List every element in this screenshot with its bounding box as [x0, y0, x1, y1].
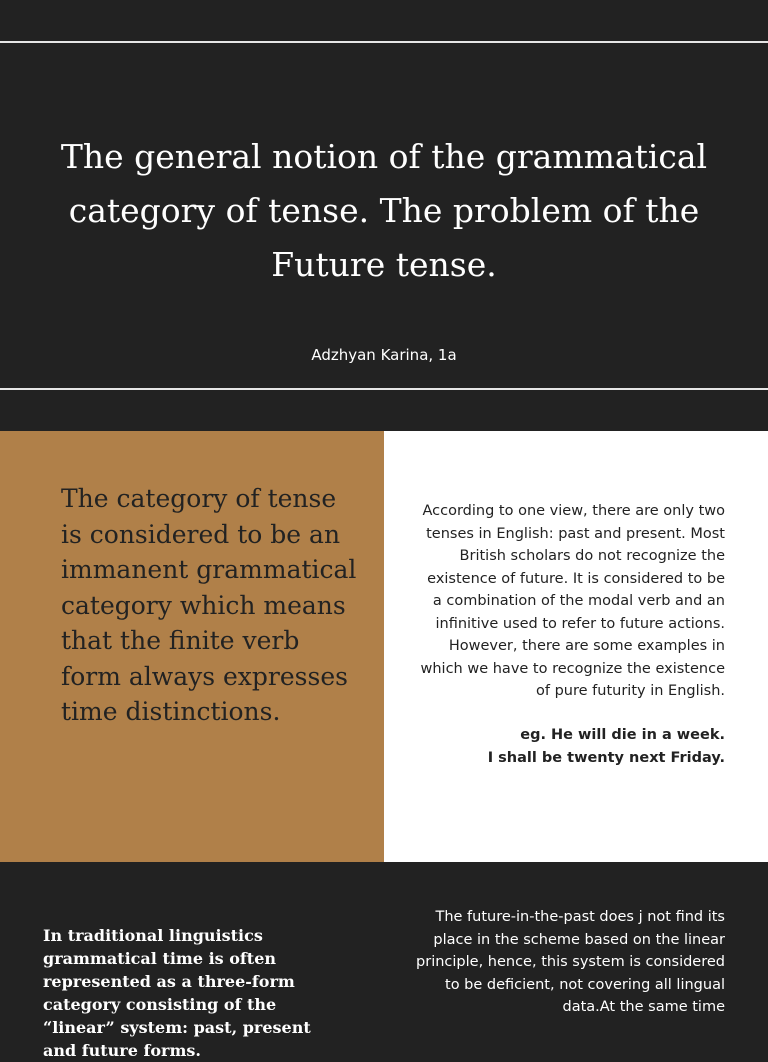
future-tense-slide: [0, 862, 768, 1060]
futurity-examples: [416, 724, 725, 769]
accent-panel: [0, 431, 384, 862]
tense-category-slide: [0, 431, 768, 862]
title-slide: [0, 0, 768, 410]
example-line-1: eg. He will die in a week.: [520, 727, 725, 743]
three-form-category-paragraph: In traditional linguistics grammatical time is often represented as a three-form category consisting of the “linear” system: past, present and future forms.: [43, 926, 311, 1060]
top-divider: [0, 41, 768, 43]
two-tenses-paragraph: According to one view, there are only two tenses in English: past and present. Most British scholars do not recognize the existence of future. It is considered to be a combination of the modal verb and an infinitive used to refer to future actions. However, there are some examples in which we have to recognize the existence of pure futurity in English.: [420, 503, 725, 699]
presentation-title: The general notion of the grammatical category of tense. The problem of the Future tense.: [60, 137, 708, 284]
bottom-divider: [0, 388, 768, 390]
immanent-category-statement: The category of tense is considered to be an immanent grammatical category which means that the finite verb form always expresses time distinctions.: [61, 484, 357, 726]
future-in-the-past-paragraph: The future-in-the-past does j not find its place in the scheme based on the linear principle, hence, this system is considered to be deficient, not covering all lingual data.At the same time: [416, 909, 725, 1015]
example-line-2: I shall be twenty next Friday.: [487, 749, 725, 766]
author-line: Adzhyan Karina, 1a: [311, 346, 457, 364]
